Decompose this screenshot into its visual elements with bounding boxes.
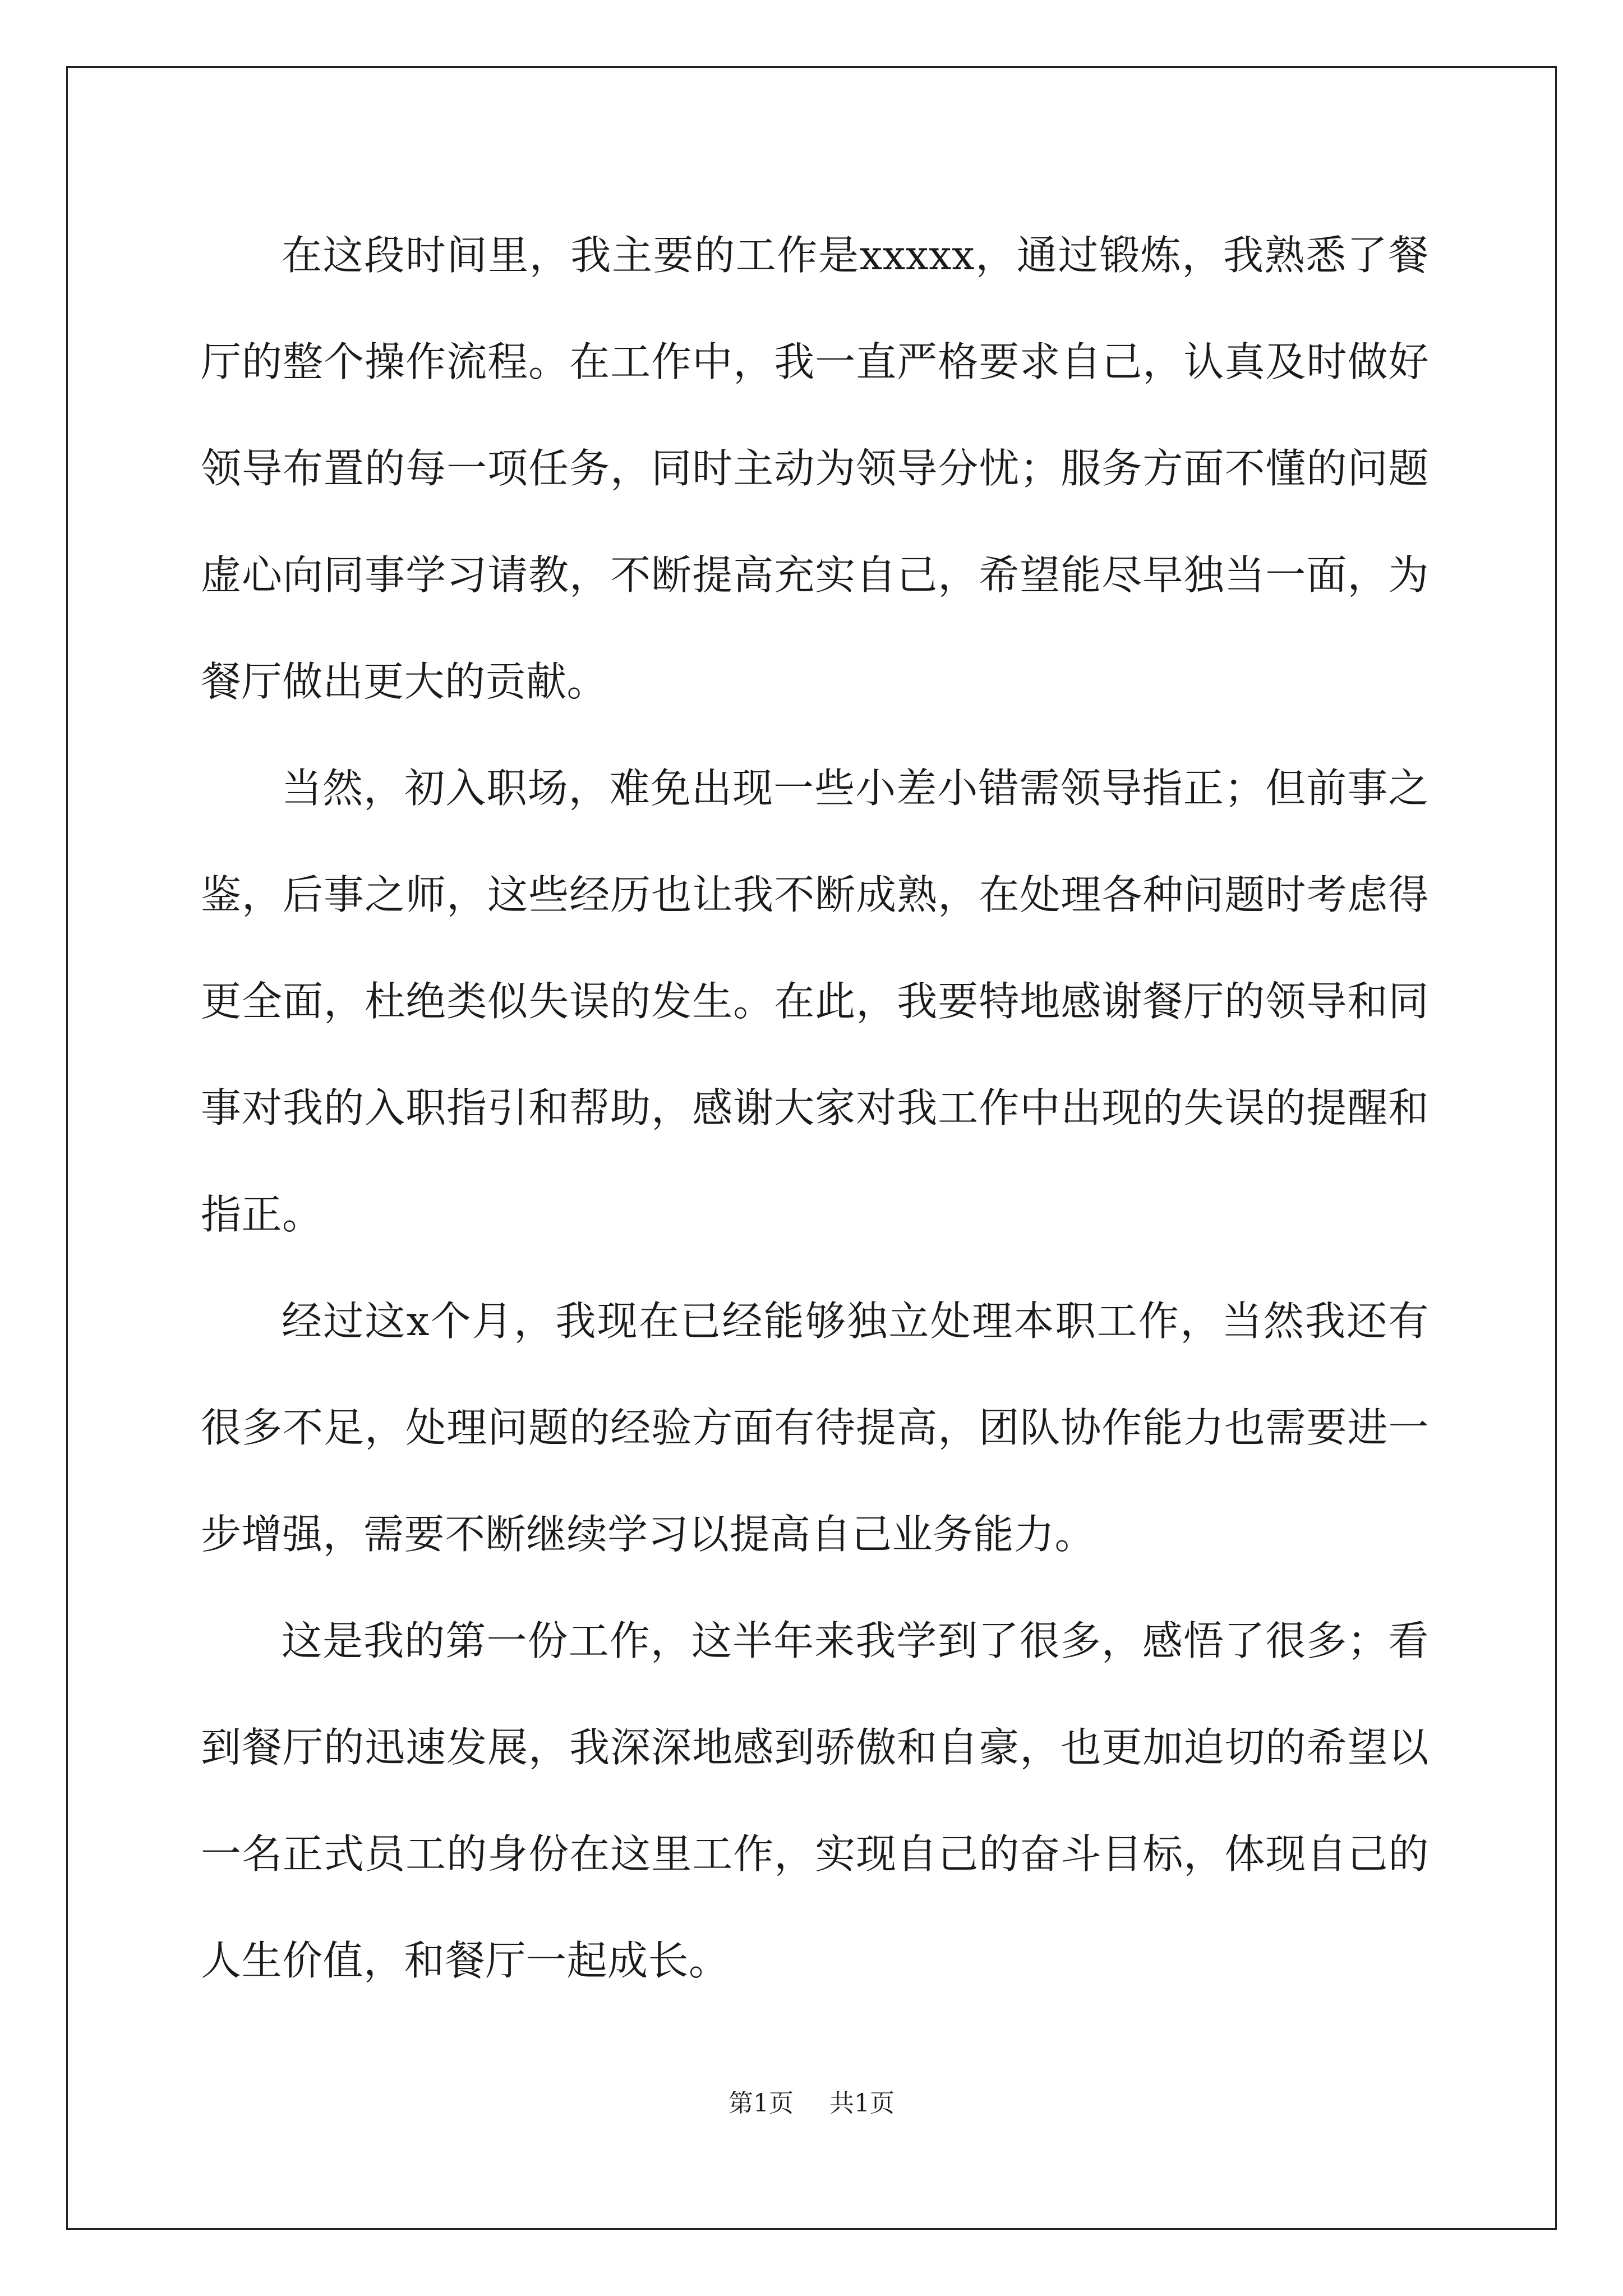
paragraph-2: 当然，初入职场，难免出现一些小差小错需领导指正；但前事之鉴，后事之师，这些经历也让我不断成熟，在处理各种问题时考虑得更全面，杜绝类似失误的发生。在此，我要特地感谢餐厅的领导和同事对我的入职指引和帮助，感谢大家对我工作中出现的失误的提醒和指正。 (201, 765, 1429, 1238)
paragraph-4: 这是我的第一份工作，这半年来我学到了很多，感悟了很多；看到餐厅的迅速发展，我深深地感到骄傲和自豪，也更加迫切的希望以一名正式员工的身份在这里工作，实现自己的奋斗目标，体现自己的人生价值，和餐厅一起成长。 (201, 1617, 1429, 1984)
page-number: 第1页 (728, 2089, 794, 2118)
page-footer (0, 2087, 1623, 2120)
paragraph-3: 经过这x个月，我现在已经能够独立处理本职工作，当然我还有很多不足，处理问题的经验方面有待提高，团队协作能力也需要进一步增强，需要不断继续学习以提高自己业务能力。 (201, 1297, 1429, 1558)
paragraph-1: 在这段时间里，我主要的工作是xxxxx，通过锻炼，我熟悉了餐厅的整个操作流程。在工作中，我一直严格要求自己，认真及时做好领导布置的每一项任务，同时主动为领导分忧；服务方面不懂的问题虚心向同事学习请教，不断提高充实自己，希望能尽早独当一面，为餐厅做出更大的贡献。 (201, 232, 1429, 705)
document-body (201, 202, 1429, 2014)
total-pages: 共1页 (829, 2089, 895, 2118)
